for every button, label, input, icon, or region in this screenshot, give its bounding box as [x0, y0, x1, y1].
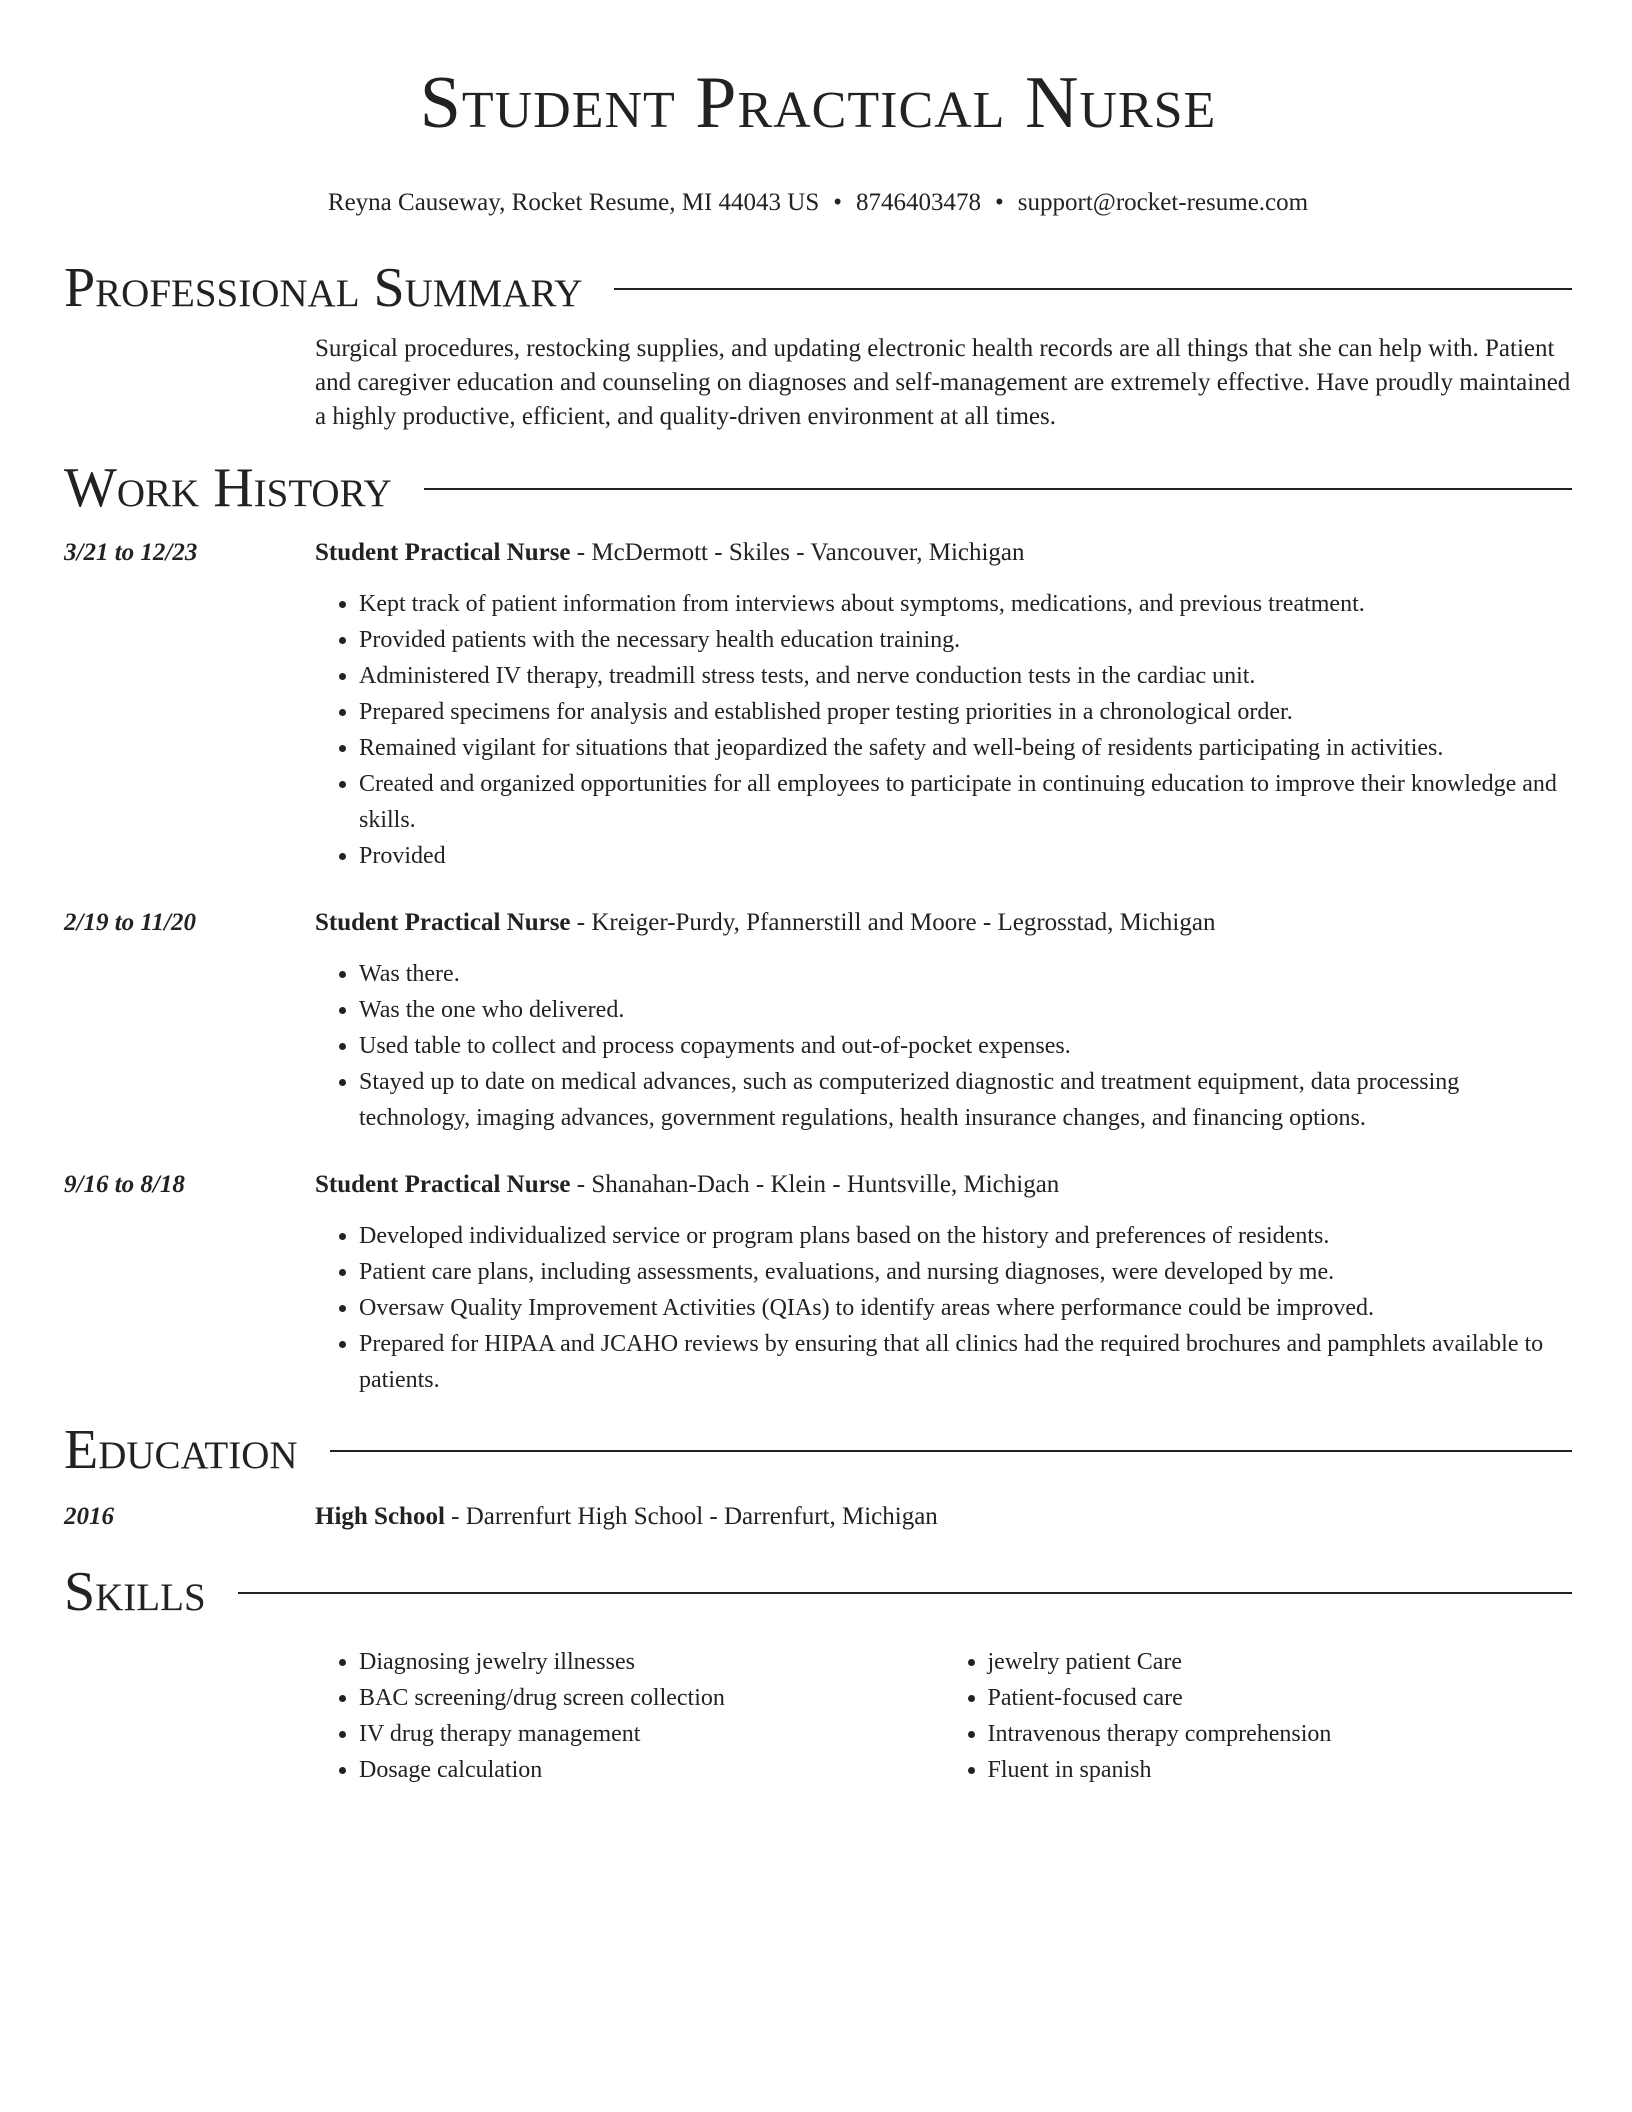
contact-separator: • [833, 189, 843, 216]
list-item: • Oversaw Quality Improvement Activities (QIAs) to identify areas where performance could be improved. [359, 1290, 1572, 1326]
contact-email: support@rocket-resume.com [1017, 189, 1309, 216]
skill-item: • Diagnosing jewelry illnesses [359, 1644, 944, 1680]
summary-spacer [64, 332, 315, 434]
contact-line [64, 188, 1572, 218]
skills-columns [315, 1644, 1572, 1788]
job-body [315, 906, 1572, 1136]
work-heading: Work History [64, 457, 392, 519]
contact-phone: 8746403478 [856, 189, 982, 216]
summary-section-header [64, 256, 1572, 320]
skills-section-header [64, 1560, 1572, 1624]
list-item: • Remained vigilant for situations that jeopardized the safety and well-being of residents participating in activities. [359, 730, 1572, 766]
job-entry [64, 536, 1572, 874]
education-body [315, 1500, 1572, 1534]
education-section-header [64, 1418, 1572, 1482]
job-body [315, 1168, 1572, 1398]
summary-row [64, 332, 1572, 434]
section-divider [238, 1592, 1572, 1594]
list-item: • Administered IV therapy, treadmill stress tests, and nerve conduction tests in the cardiac unit. [359, 658, 1572, 694]
job-bullets [315, 1218, 1572, 1398]
job-title: Student Practical Nurse [315, 539, 571, 566]
skill-item: • Dosage calculation [359, 1752, 944, 1788]
education-entry [64, 1500, 1572, 1534]
job-title: Student Practical Nurse [315, 909, 571, 936]
resume-page [64, 0, 1572, 1788]
education-details: - Darrenfurt High School - Darrenfurt, Michigan [444, 1503, 938, 1530]
section-divider [330, 1450, 1572, 1452]
skills-row [64, 1644, 1572, 1788]
job-dates: 2/19 to 11/20 [64, 909, 196, 936]
list-item: • Developed individualized service or program plans based on the history and preferences of residents. [359, 1218, 1572, 1254]
contact-address: Reyna Causeway, Rocket Resume, MI 44043 US [327, 189, 820, 216]
skill-item: • IV drug therapy management [359, 1716, 944, 1752]
skills-spacer [64, 1644, 315, 1788]
list-item: • Was there. [359, 956, 1572, 992]
list-item: • Prepared for HIPAA and JCAHO reviews by ensuring that all clinics had the required brochures and pamphlets available to patients. [359, 1326, 1572, 1398]
job-body [315, 536, 1572, 874]
job-bullets [315, 956, 1572, 1136]
list-item: • Kept track of patient information from interviews about symptoms, medications, and previous treatment. [359, 586, 1572, 622]
job-details: - Kreiger-Purdy, Pfannerstill and Moore - Legrosstad, Michigan [570, 909, 1216, 936]
summary-heading: Professional Summary [64, 257, 583, 319]
section-divider [424, 488, 1572, 490]
list-item: • Provided patients with the necessary health education training. [359, 622, 1572, 658]
job-details: - McDermott - Skiles - Vancouver, Michigan [570, 539, 1025, 566]
skills-heading: Skills [64, 1561, 206, 1623]
job-entry [64, 1168, 1572, 1398]
skill-item: • BAC screening/drug screen collection [359, 1680, 944, 1716]
education-degree: High School [315, 1503, 445, 1530]
list-item: • Prepared specimens for analysis and established proper testing priorities in a chronological order. [359, 694, 1572, 730]
job-bullets [315, 586, 1572, 874]
job-dates: 9/16 to 8/18 [64, 1171, 185, 1198]
section-divider [614, 288, 1572, 290]
list-item: • Was the one who delivered. [359, 992, 1572, 1028]
work-section-header [64, 456, 1572, 520]
job-heading-line [315, 536, 1572, 570]
contact-separator: • [995, 189, 1004, 216]
list-item: • Provided [359, 838, 1572, 874]
skills-list-left [315, 1644, 944, 1788]
skill-item: • Fluent in spanish [988, 1752, 1573, 1788]
job-details: - Shanahan-Dach - Klein - Huntsville, Michigan [570, 1171, 1060, 1198]
job-entry [64, 906, 1572, 1136]
resume-name: Student Practical Nurse [419, 62, 1217, 144]
job-heading-line [315, 906, 1572, 940]
skill-item: • Intravenous therapy comprehension [988, 1716, 1573, 1752]
skill-item: • jewelry patient Care [988, 1644, 1573, 1680]
job-heading-line [315, 1168, 1572, 1202]
education-year: 2016 [64, 1503, 114, 1530]
list-item: • Patient care plans, including assessments, evaluations, and nursing diagnoses, were developed by me. [359, 1254, 1572, 1290]
list-item: • Used table to collect and process copayments and out-of-pocket expenses. [359, 1028, 1572, 1064]
list-item: • Created and organized opportunities for all employees to participate in continuing education to improve their knowledge and skills. [359, 766, 1572, 838]
job-title: Student Practical Nurse [315, 1171, 571, 1198]
skill-item: • Patient-focused care [988, 1680, 1573, 1716]
skills-list-right [944, 1644, 1573, 1788]
list-item: • Stayed up to date on medical advances, such as computerized diagnostic and treatment equipment, data processing technology, imaging advances, government regulations, health insurance changes, and financing options. [359, 1064, 1572, 1136]
job-dates: 3/21 to 12/23 [64, 539, 198, 566]
summary-text: Surgical procedures, restocking supplies, and updating electronic health records are all things that she can help with. Patient and caregiver education and counseling on diagnoses and self-management are extremely effective. Have proudly maintained a highly productive, efficient, and quality-driven environment at all times. [315, 335, 1571, 430]
education-heading: Education [64, 1419, 298, 1481]
